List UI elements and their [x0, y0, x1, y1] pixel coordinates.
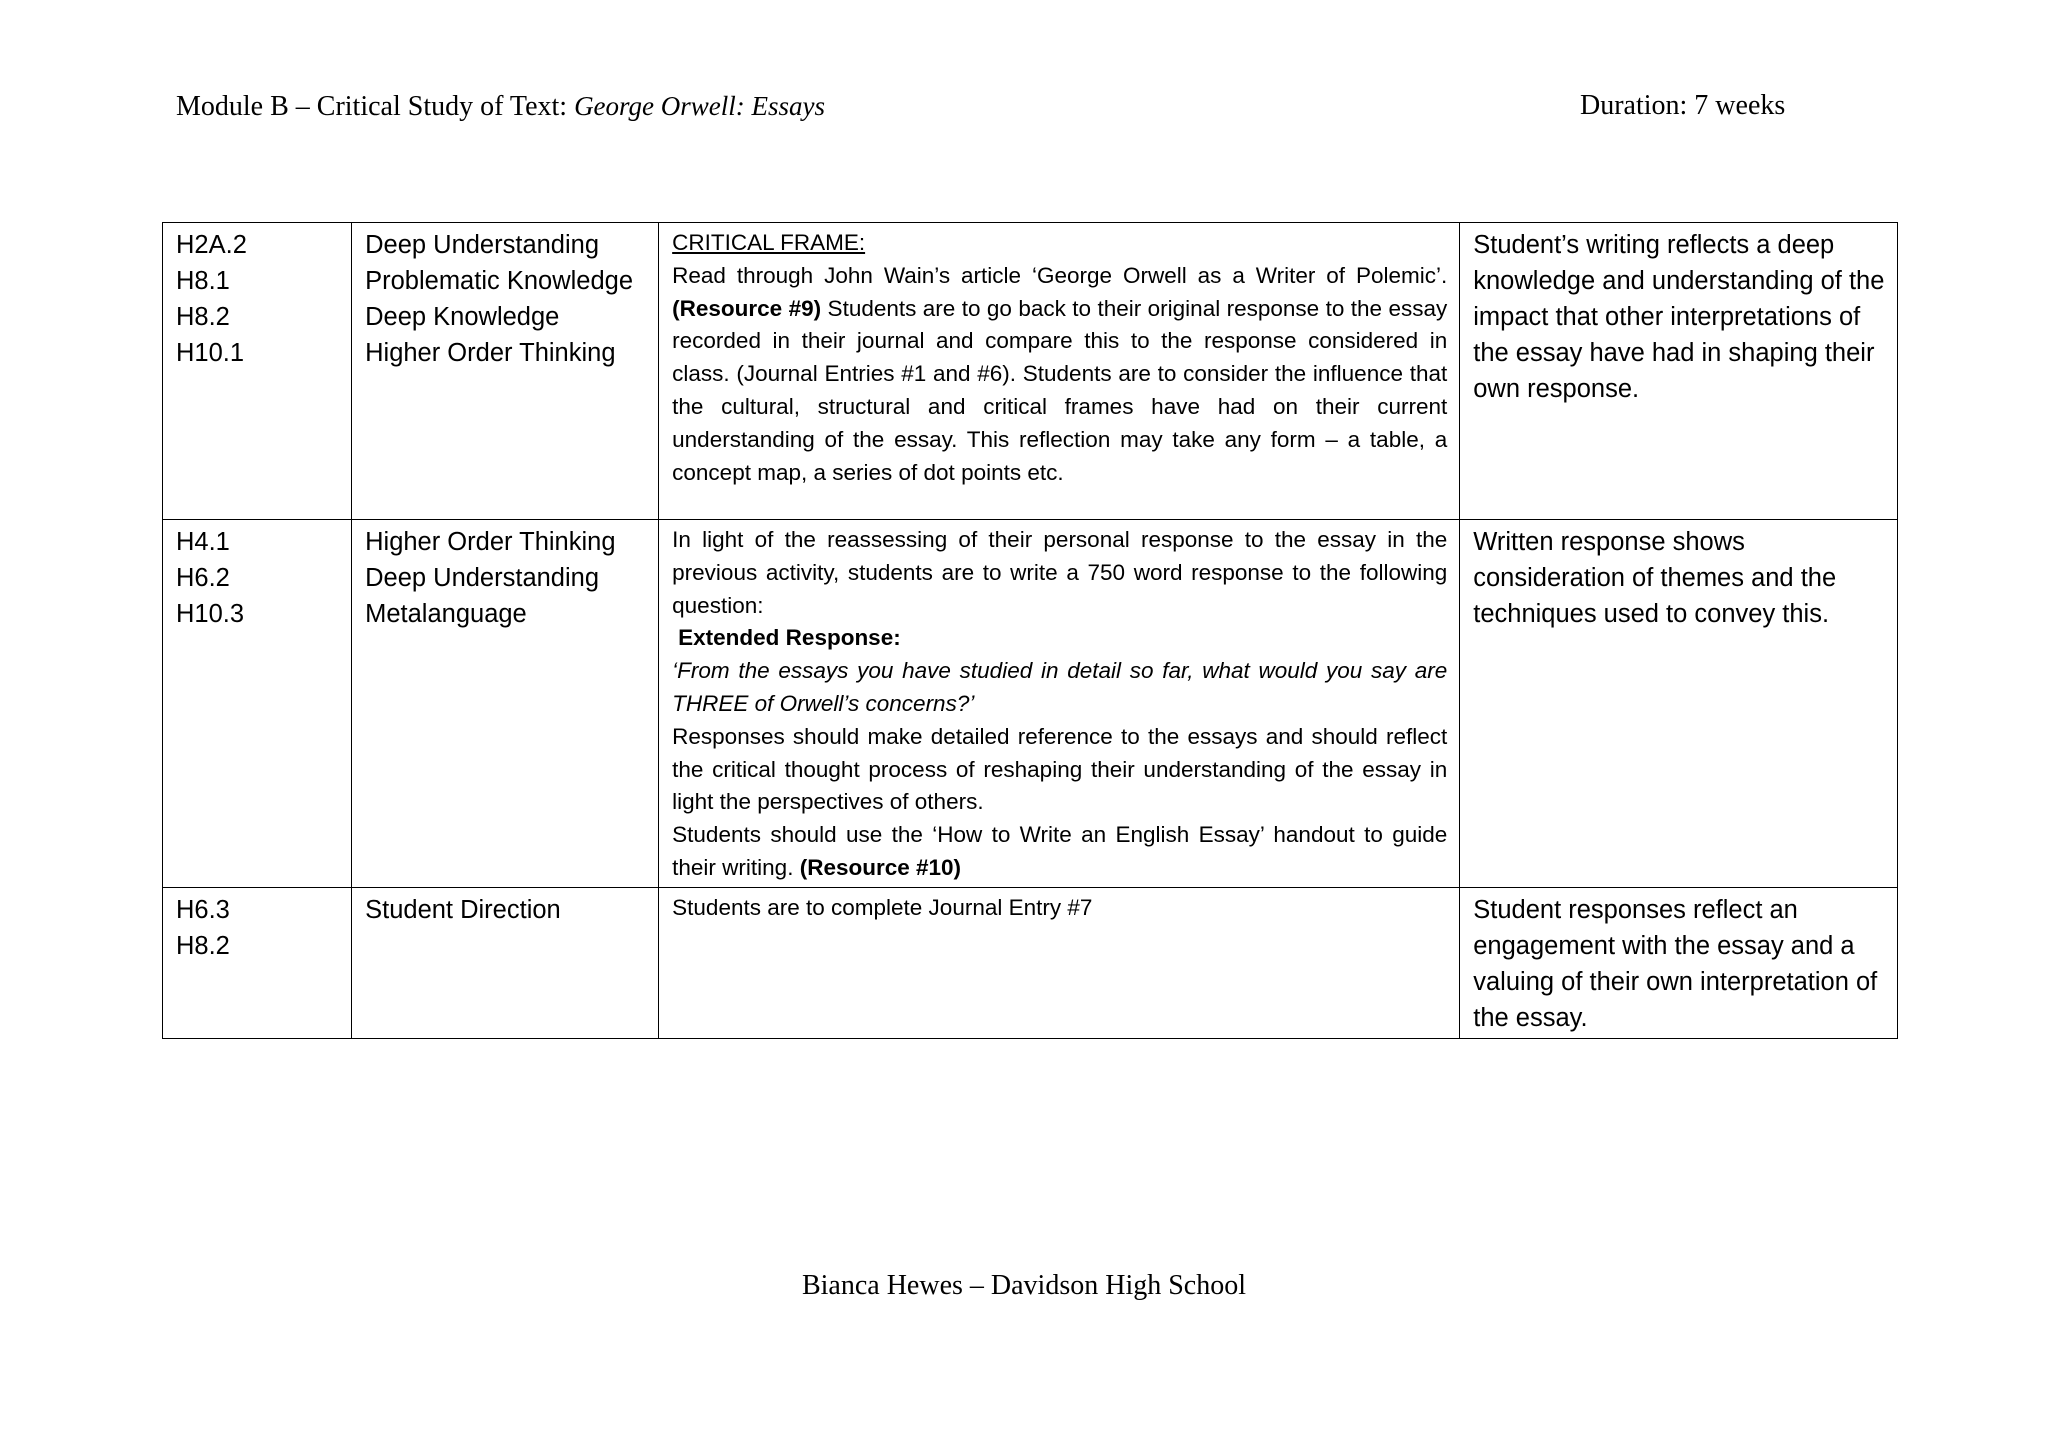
- quality-teaching-element: Higher Order Thinking: [365, 339, 616, 367]
- outcomes-cell: [163, 223, 352, 520]
- activity-text: [672, 260, 1447, 490]
- activity-heading: CRITICAL FRAME:: [672, 230, 866, 255]
- activity-cell: [659, 223, 1460, 520]
- quality-teaching-element: Higher Order Thinking: [365, 528, 616, 556]
- outcome-code: H6.3: [176, 895, 230, 924]
- resource-reference: (Resource #9): [672, 295, 822, 321]
- activity-text-part: Read through John Wain’s article ‘George Orwell as a Writer of Polemic’.: [672, 262, 1448, 288]
- quality-teaching-cell: [352, 520, 659, 888]
- module-title: [176, 88, 825, 125]
- page-footer: Bianca Hewes – Davidson High School: [801, 1270, 1247, 1301]
- outcomes-cell: [163, 887, 352, 1038]
- activity-text: Students are to complete Journal Entry #7: [672, 894, 1093, 920]
- table-row: [163, 223, 1898, 520]
- activity-text-part: Students should use the ‘How to Write an English Essay’ handout to guide their writing.: [672, 822, 1448, 880]
- quality-teaching-element: Deep Knowledge: [365, 303, 560, 331]
- essay-question: ‘From the essays you have studied in detail so far, what would you say are THREE of Orwell’s concerns?’: [672, 658, 1448, 716]
- assessment-cell: Student’s writing reflects a deep knowledge and understanding of the impact that other interpretations of the essay have had in shaping their own response.: [1460, 223, 1898, 520]
- quality-teaching-element: Metalanguage: [365, 600, 527, 628]
- activity-text-part: Students are to go back to their original response to the essay recorded in their journal and compare this to the response considered in class. (Journal Entries #1 and #6). Students are to consider the influence that the cultural, structural and critical frames have had on their current understanding of the essay. This reflection may take any form – a table, a concept map, a series of dot points etc.: [672, 295, 1448, 485]
- table-row: [163, 520, 1898, 888]
- outcome-code: H4.1: [176, 528, 230, 556]
- text-title: George Orwell: Essays: [574, 91, 826, 121]
- quality-teaching-cell: [352, 223, 659, 520]
- teaching-program-table: [162, 222, 1898, 1039]
- outcome-code: H10.1: [176, 339, 245, 367]
- outcomes-cell: [163, 520, 352, 888]
- outcome-code: H6.2: [176, 564, 230, 592]
- outcome-code: H8.2: [176, 931, 230, 960]
- quality-teaching-element: Deep Understanding: [365, 564, 600, 592]
- activity-text: [672, 819, 1447, 885]
- outcome-code: H8.2: [176, 303, 230, 331]
- quality-teaching-element: Deep Understanding: [365, 231, 600, 259]
- outcome-code: H10.3: [176, 600, 245, 628]
- extended-response-heading: Extended Response:: [678, 625, 901, 651]
- activity-intro: In light of the reassessing of their personal response to the essay in the previous activity, students are to write a 750 word response to the following question:: [672, 527, 1448, 618]
- quality-teaching-element: Problematic Knowledge: [365, 267, 634, 295]
- duration-label: Duration: 7 weeks: [1580, 90, 1786, 121]
- table-row: [163, 887, 1898, 1038]
- assessment-cell: Student responses reflect an engagement with the essay and a valuing of their own interpretation of the essay.: [1460, 887, 1898, 1038]
- quality-teaching-element: Student Direction: [365, 895, 561, 924]
- activity-cell: [659, 520, 1460, 888]
- activity-text: Responses should make detailed reference to the essays and should reflect the critical thought process of reshaping their understanding of the essay in light the perspectives of others.: [672, 723, 1448, 815]
- module-title-prefix: Module B – Critical Study of Text:: [176, 91, 575, 122]
- assessment-cell: Written response shows consideration of themes and the techniques used to convey this.: [1460, 520, 1898, 888]
- outcome-code: H2A.2: [176, 231, 247, 259]
- activity-cell: [659, 887, 1460, 1038]
- resource-reference: (Resource #10): [799, 854, 962, 880]
- outcome-code: H8.1: [176, 267, 230, 295]
- quality-teaching-cell: [352, 887, 659, 1038]
